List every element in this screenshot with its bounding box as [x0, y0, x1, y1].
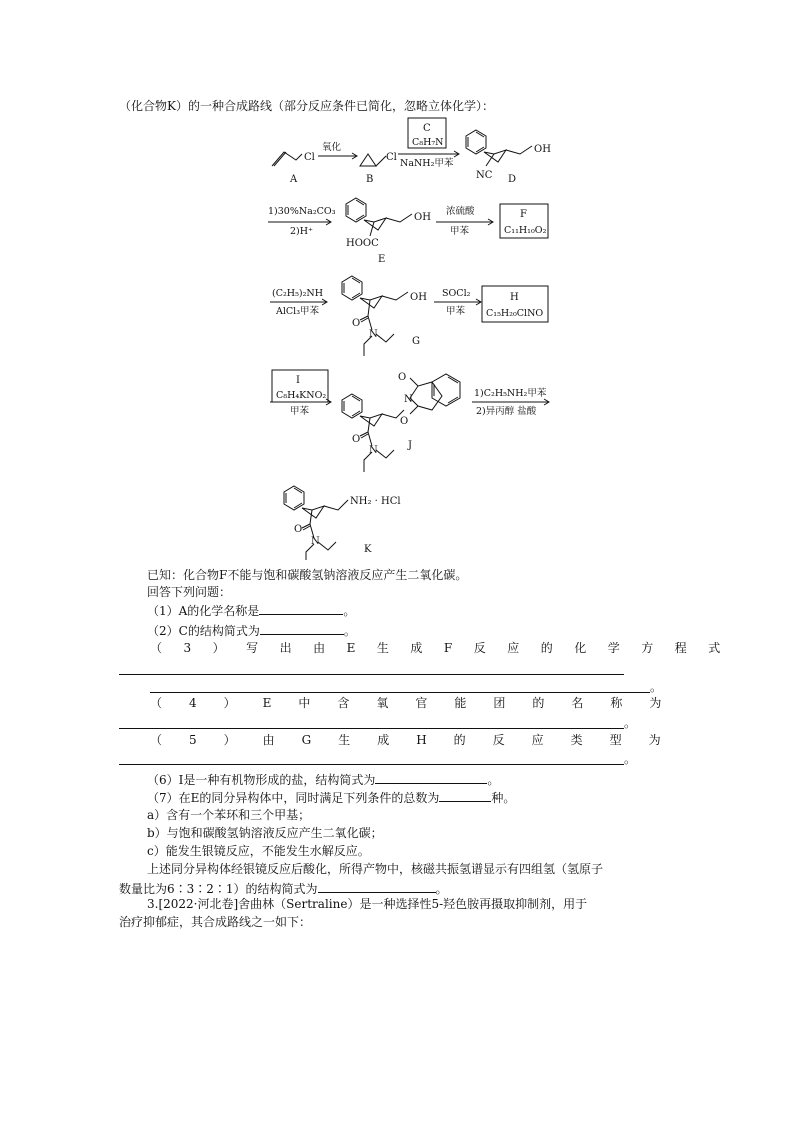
- label-N-phthalimide: N: [404, 394, 413, 405]
- answer-blank-7[interactable]: [439, 789, 491, 802]
- paragraph-2-end: 。: [435, 882, 448, 896]
- arrow4-condition-bottom: 甲苯: [450, 226, 470, 237]
- answer-prompt: 回答下列问题：: [147, 585, 232, 599]
- label-O-G: O: [352, 318, 361, 329]
- arrow6-condition-top: SOCl₂: [442, 288, 471, 299]
- condition-c: c）能发生银镜反应，不能发生水解反应。: [147, 844, 370, 858]
- answer-blank-6[interactable]: [375, 771, 487, 784]
- compound-A-structure: [272, 152, 302, 166]
- condition-b: b）与饱和碳酸氢钠溶液反应产生二氧化碳；: [147, 826, 383, 840]
- label-OH-D: OH: [534, 144, 551, 155]
- compound-B-structure: [360, 154, 386, 166]
- label-G: G: [412, 336, 420, 347]
- question-1-end: 。: [343, 604, 356, 618]
- question-6: [147, 771, 499, 788]
- condition-a: a）含有一个苯环和三个甲基；: [147, 808, 311, 822]
- paragraph-2: [119, 880, 448, 897]
- box-I-name: I: [296, 375, 300, 386]
- answer-blank-8[interactable]: [318, 880, 436, 893]
- arrow3-condition-bottom: 2)H⁺: [290, 226, 314, 237]
- label-O-K: O: [294, 524, 303, 535]
- arrow7-condition-bottom: 甲苯: [290, 406, 310, 417]
- question-3-end: 。: [650, 680, 663, 694]
- question-6-text: （6）I是一种有机物形成的盐，结构简式为: [147, 773, 376, 787]
- compound-G-benzene: [342, 276, 362, 300]
- label-NC: NC: [476, 170, 493, 181]
- box-F-name: F: [520, 209, 527, 220]
- label-OH-E: OH: [414, 212, 431, 223]
- question-7: [147, 789, 515, 806]
- question-4-end: 。: [624, 716, 637, 730]
- arrow8-condition-top: 1)C₂H₅NH₂甲苯: [474, 388, 547, 399]
- label-B: B: [366, 174, 374, 185]
- paragraph-2-text: 数量比为6∶3∶2∶1）的结构简式为: [119, 882, 318, 896]
- answer-line-5[interactable]: [119, 764, 624, 765]
- intro-text: （化合物K）的一种合成路线（部分反应条件已简化，忽略立体化学）：: [119, 99, 494, 113]
- paragraph-3: 3.[2022·河北卷]舍曲林（Sertraline）是一种选择性5-羟色胺再摄取抑制剂，用于: [147, 897, 588, 911]
- box-H-name: H: [510, 292, 519, 303]
- phthalimide-group: [410, 382, 442, 410]
- label-NH2-HCl: NH₂ · HCl: [350, 496, 401, 507]
- arrow1-condition: 氧化: [322, 142, 342, 153]
- question-2-end: 。: [343, 624, 356, 638]
- question-2-text: （2）C的结构简式为: [147, 624, 260, 638]
- question-2: [147, 622, 356, 639]
- label-K: K: [364, 544, 372, 555]
- question-1-text: （1）A的化学名称是: [147, 604, 260, 618]
- compound-J-benzene: [342, 394, 362, 418]
- synthesis-scheme: [0, 0, 794, 560]
- box-C-name: C: [423, 123, 431, 134]
- label-Cl-A: Cl: [304, 152, 315, 163]
- question-3: （3）写出由E生成F反应的化学方程式: [150, 641, 742, 655]
- label-D: D: [508, 174, 517, 185]
- label-N-K: N: [311, 536, 320, 547]
- paragraph-4: 治疗抑郁症，其合成路线之一如下：: [119, 915, 312, 929]
- question-7-end: 种。: [491, 791, 516, 805]
- label-N-G: N: [369, 329, 378, 340]
- answer-line-3b[interactable]: [150, 692, 650, 693]
- compound-D-benzene: [466, 130, 486, 154]
- arrow5-condition-top: (C₂H₅)₂NH: [272, 288, 323, 299]
- arrow8-condition-bottom: 2)异丙醇 盐酸: [476, 406, 537, 417]
- label-J: J: [408, 440, 413, 451]
- label-O-J: O: [352, 434, 361, 445]
- question-5-end: 。: [624, 752, 637, 766]
- arrow3-condition-top: 1)30%Na₂CO₃: [268, 206, 336, 217]
- label-OH-G: OH: [410, 292, 427, 303]
- arrow4-condition-top: 浓硫酸: [446, 206, 475, 217]
- answer-line-3a[interactable]: [119, 674, 624, 675]
- known-condition: 已知：化合物F不能与饱和碳酸氢钠溶液反应产生二氧化碳。: [147, 568, 468, 582]
- question-4: （4）E中含氧官能团的名称为: [150, 696, 689, 710]
- label-O-phthalimide-bottom: O: [400, 416, 409, 427]
- question-5: （5）由G生成H的反应类型为: [150, 733, 688, 747]
- compound-K-benzene: [284, 486, 304, 510]
- label-N-J: N: [369, 445, 378, 456]
- arrow2-condition: NaNH₂甲苯: [400, 158, 454, 169]
- box-H-formula: C₁₅H₂₀ClNO: [486, 308, 544, 319]
- answer-blank-2[interactable]: [260, 622, 344, 635]
- label-HOOC: HOOC: [346, 238, 379, 249]
- box-C-formula: C₈H₇N: [412, 137, 444, 148]
- label-O-phthalimide-top: O: [398, 372, 407, 383]
- arrow5-condition-bottom: AlCl₃甲苯: [276, 306, 320, 317]
- answer-blank-1[interactable]: [259, 602, 343, 615]
- box-F-formula: C₁₁H₁₀O₂: [504, 225, 547, 236]
- compound-E-benzene: [346, 198, 366, 222]
- arrow6-condition-bottom: 甲苯: [446, 306, 466, 317]
- label-Cl-B: Cl: [386, 152, 397, 163]
- question-7-text: （7）在E的同分异构体中，同时满足下列条件的总数为: [147, 791, 440, 805]
- question-6-end: 。: [487, 773, 500, 787]
- question-1: [147, 602, 355, 619]
- label-A: A: [290, 174, 298, 185]
- answer-line-4[interactable]: [119, 728, 624, 729]
- box-I-formula: C₈H₄KNO₂: [276, 390, 327, 401]
- paragraph-1: 上述同分异构体经银镜反应后酸化，所得产物中，核磁共振氢谱显示有四组氢（氢原子: [147, 862, 604, 876]
- label-E: E: [378, 254, 386, 265]
